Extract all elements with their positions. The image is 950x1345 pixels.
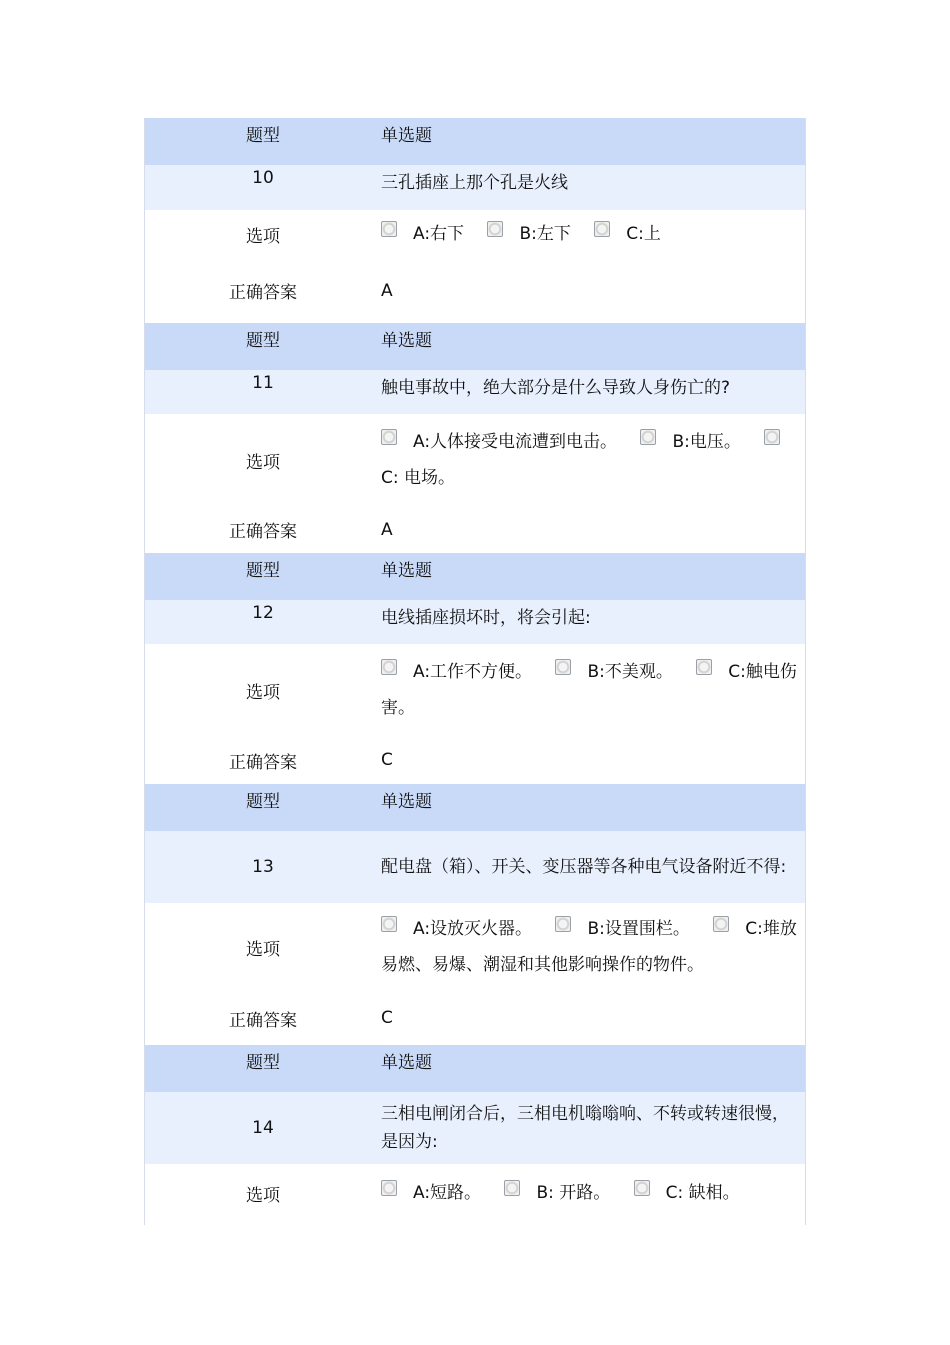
answer-value: A	[381, 280, 393, 301]
radio-option-c[interactable]	[713, 916, 729, 932]
radio-option-a[interactable]	[381, 916, 397, 932]
question-row	[145, 165, 805, 210]
option-c-label: C: 电场。	[381, 468, 456, 488]
options-list	[381, 911, 805, 983]
answer-value: C	[381, 750, 393, 770]
answer-label: 正确答案	[229, 1010, 297, 1031]
radio-option-a[interactable]	[381, 221, 397, 237]
question-number: 14	[252, 1118, 274, 1138]
question-text: 三孔插座上那个孔是火线	[381, 173, 568, 193]
radio-option-b[interactable]	[487, 221, 503, 237]
type-row	[145, 1045, 805, 1092]
answer-label: 正确答案	[229, 752, 297, 773]
radio-option-c[interactable]	[696, 659, 712, 675]
options-label: 选项	[246, 682, 280, 703]
question-row	[145, 1092, 805, 1164]
question-text: 三相电闸闭合后，三相电机嗡嗡响、不转或转速很慢，是因为:	[381, 1104, 789, 1152]
radio-option-c[interactable]	[764, 429, 780, 445]
option-b-label: B: 开路。	[536, 1183, 611, 1203]
question-number: 10	[252, 168, 274, 188]
option-b-label: B:电压。	[672, 432, 741, 452]
type-label: 题型	[246, 561, 280, 581]
options-list	[381, 1175, 805, 1211]
type-label: 题型	[246, 792, 280, 812]
radio-option-a[interactable]	[381, 1180, 397, 1196]
option-a-label: A:人体接受电流遭到电击。	[413, 432, 618, 452]
question-text: 配电盘（箱）、开关、变压器等各种电气设备附近不得:	[381, 857, 787, 877]
type-row	[145, 323, 805, 370]
type-value: 单选题	[381, 126, 432, 146]
radio-option-a[interactable]	[381, 429, 397, 445]
option-a-label: A:工作不方便。	[413, 662, 533, 682]
option-a-label: A:设放灭火器。	[413, 919, 533, 939]
options-list	[381, 654, 805, 726]
question-row	[145, 831, 805, 903]
options-list	[381, 424, 805, 496]
options-label: 选项	[246, 226, 280, 247]
radio-option-c[interactable]	[634, 1180, 650, 1196]
type-value: 单选题	[381, 331, 432, 351]
type-row	[145, 553, 805, 600]
type-row	[145, 118, 805, 165]
answer-row	[145, 991, 805, 1045]
answer-value: A	[381, 519, 393, 540]
radio-option-c[interactable]	[594, 221, 610, 237]
radio-option-b[interactable]	[640, 429, 656, 445]
question-number: 11	[252, 373, 274, 393]
options-label: 选项	[246, 452, 280, 473]
radio-option-b[interactable]	[504, 1180, 520, 1196]
options-row	[145, 1164, 805, 1222]
question-number: 13	[252, 857, 274, 877]
type-value: 单选题	[381, 792, 432, 812]
option-b-label: B:不美观。	[587, 662, 673, 682]
option-c-label: C:触电伤害。	[381, 662, 797, 718]
type-label: 题型	[246, 1053, 280, 1073]
option-a-label: A:短路。	[413, 1183, 482, 1203]
answer-row	[145, 506, 805, 553]
option-b-label: B:设置围栏。	[587, 919, 690, 939]
option-a-label: A:右下	[413, 224, 465, 244]
radio-option-a[interactable]	[381, 659, 397, 675]
type-label: 题型	[246, 331, 280, 351]
options-list	[381, 216, 805, 252]
question-table	[144, 118, 806, 1225]
option-c-label: C:上	[626, 224, 661, 244]
answer-label: 正确答案	[229, 522, 297, 542]
option-c-label: C:堆放易燃、易爆、潮湿和其他影响操作的物件。	[381, 919, 797, 975]
options-row	[145, 644, 805, 736]
type-label: 题型	[246, 126, 280, 146]
options-row	[145, 414, 805, 506]
answer-row	[145, 736, 805, 784]
options-row	[145, 210, 805, 258]
option-c-label: C: 缺相。	[665, 1183, 740, 1203]
radio-option-b[interactable]	[555, 916, 571, 932]
question-text: 电线插座损坏时，将会引起:	[381, 608, 591, 628]
options-label: 选项	[246, 1185, 280, 1206]
question-row	[145, 600, 805, 644]
options-label: 选项	[246, 939, 280, 960]
type-row	[145, 784, 805, 831]
answer-row	[145, 258, 805, 323]
option-b-label: B:左下	[519, 224, 571, 244]
answer-value: C	[381, 1008, 393, 1028]
question-row	[145, 370, 805, 414]
question-text: 触电事故中，绝大部分是什么导致人身伤亡的?	[381, 378, 731, 398]
question-number: 12	[252, 603, 274, 623]
options-row	[145, 903, 805, 991]
type-value: 单选题	[381, 561, 432, 581]
type-value: 单选题	[381, 1053, 432, 1073]
radio-option-b[interactable]	[555, 659, 571, 675]
answer-label: 正确答案	[229, 283, 297, 303]
